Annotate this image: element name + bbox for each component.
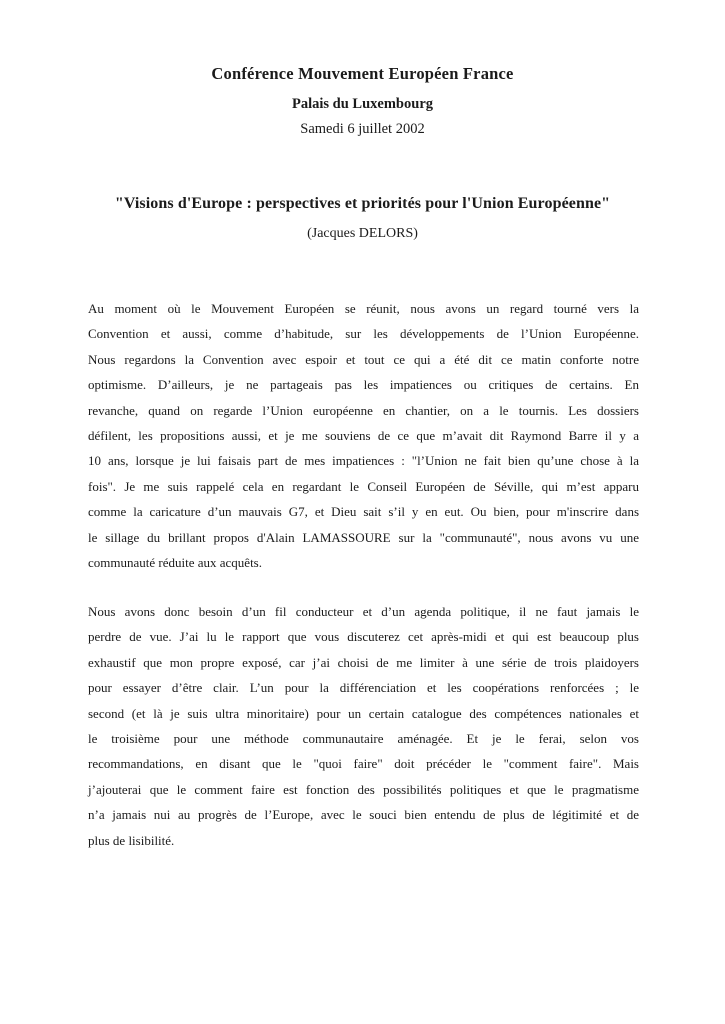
paragraph-line: le sillage du brillant propos d'Alain LAMASSOURE sur la "communauté", nous avons vu une [88,529,639,545]
paragraph-line: perdre de vue. J’ai lu le rapport que vous discuterez cet après-midi et qui est beaucoup plus [88,629,639,645]
paragraph-line: exhaustif que mon propre exposé, car j’ai choisi de me limiter à une série de trois plaidoyers [88,654,639,670]
speech-author: (Jacques DELORS) [307,226,418,241]
paragraph-line: comme la caricature d’un mauvais G7, et Dieu sait s’il y en eut. Ou bien, pour m'inscrire dans [88,504,639,520]
paragraph-line: revanche, quand on regarde l’Union européenne en chantier, on a le tournis. Les dossiers [88,402,639,418]
paragraph-2 [88,599,639,853]
paragraph-line: le troisième pour une méthode communautaire aménagée. Et je le ferai, selon vos [88,731,639,747]
speech-title: "Visions d'Europe : perspectives et priorités pour l'Union Européenne" [114,195,611,212]
paragraph-line: Nous regardons la Convention avec espoir et tout ce qui a été dit ce matin conforte notre [88,351,639,367]
paragraph-line: plus de lisibilité. [88,832,175,848]
paragraph-line: Nous avons donc besoin d’un fil conducteur et d’un agenda politique, il ne faut jamais le [88,604,639,619]
paragraph-line: pour essayer d’être clair. L’un pour la différenciation et les coopérations renforcées ; le [88,680,639,696]
paragraph-line: Au moment où le Mouvement Européen se réunit, nous avons un regard tourné vers la [88,301,639,316]
conference-title: Conférence Mouvement Européen France [211,64,514,83]
paragraph-line: 10 ans, lorsque je lui faisais part de mes impatiences : "l’Union ne fait bien qu’une chose à la [88,453,639,469]
conference-date: Samedi 6 juillet 2002 [300,121,425,137]
paragraph-line: j’ajouterai que le comment faire est fonction des possibilités politiques et que le pragmatisme [88,781,639,797]
paragraph-line: optimisme. D’ailleurs, je ne partageais pas les impatiences ou critiques de certains. En [88,377,639,393]
paragraph-line: Convention et aussi, comme d’habitude, sur les développements de l’Union Européenne. [88,326,639,342]
paragraph-line: n’a jamais nui au progrès de l’Europe, avec le souci bien entendu de plus de légitimité et de [88,807,639,823]
paragraph-1 [88,296,639,575]
paragraph-line: fois". Je me suis rappelé cela en regardant le Conseil Européen de Séville, qui m’est apparu [88,478,639,494]
paragraph-line: second (et là je suis ultra minoritaire) pour un certain catalogue des compétences nationales et [88,705,639,721]
paragraph-line: communauté réduite aux acquêts. [88,555,262,571]
paragraph-line: défilent, les propositions aussi, et je me souviens de ce que m’avait dit Raymond Barre il y a [88,428,639,444]
paragraph-line: recommandations, en disant que le "quoi faire" doit précéder le "comment faire". Mais [88,756,639,772]
conference-venue: Palais du Luxembourg [292,96,433,112]
